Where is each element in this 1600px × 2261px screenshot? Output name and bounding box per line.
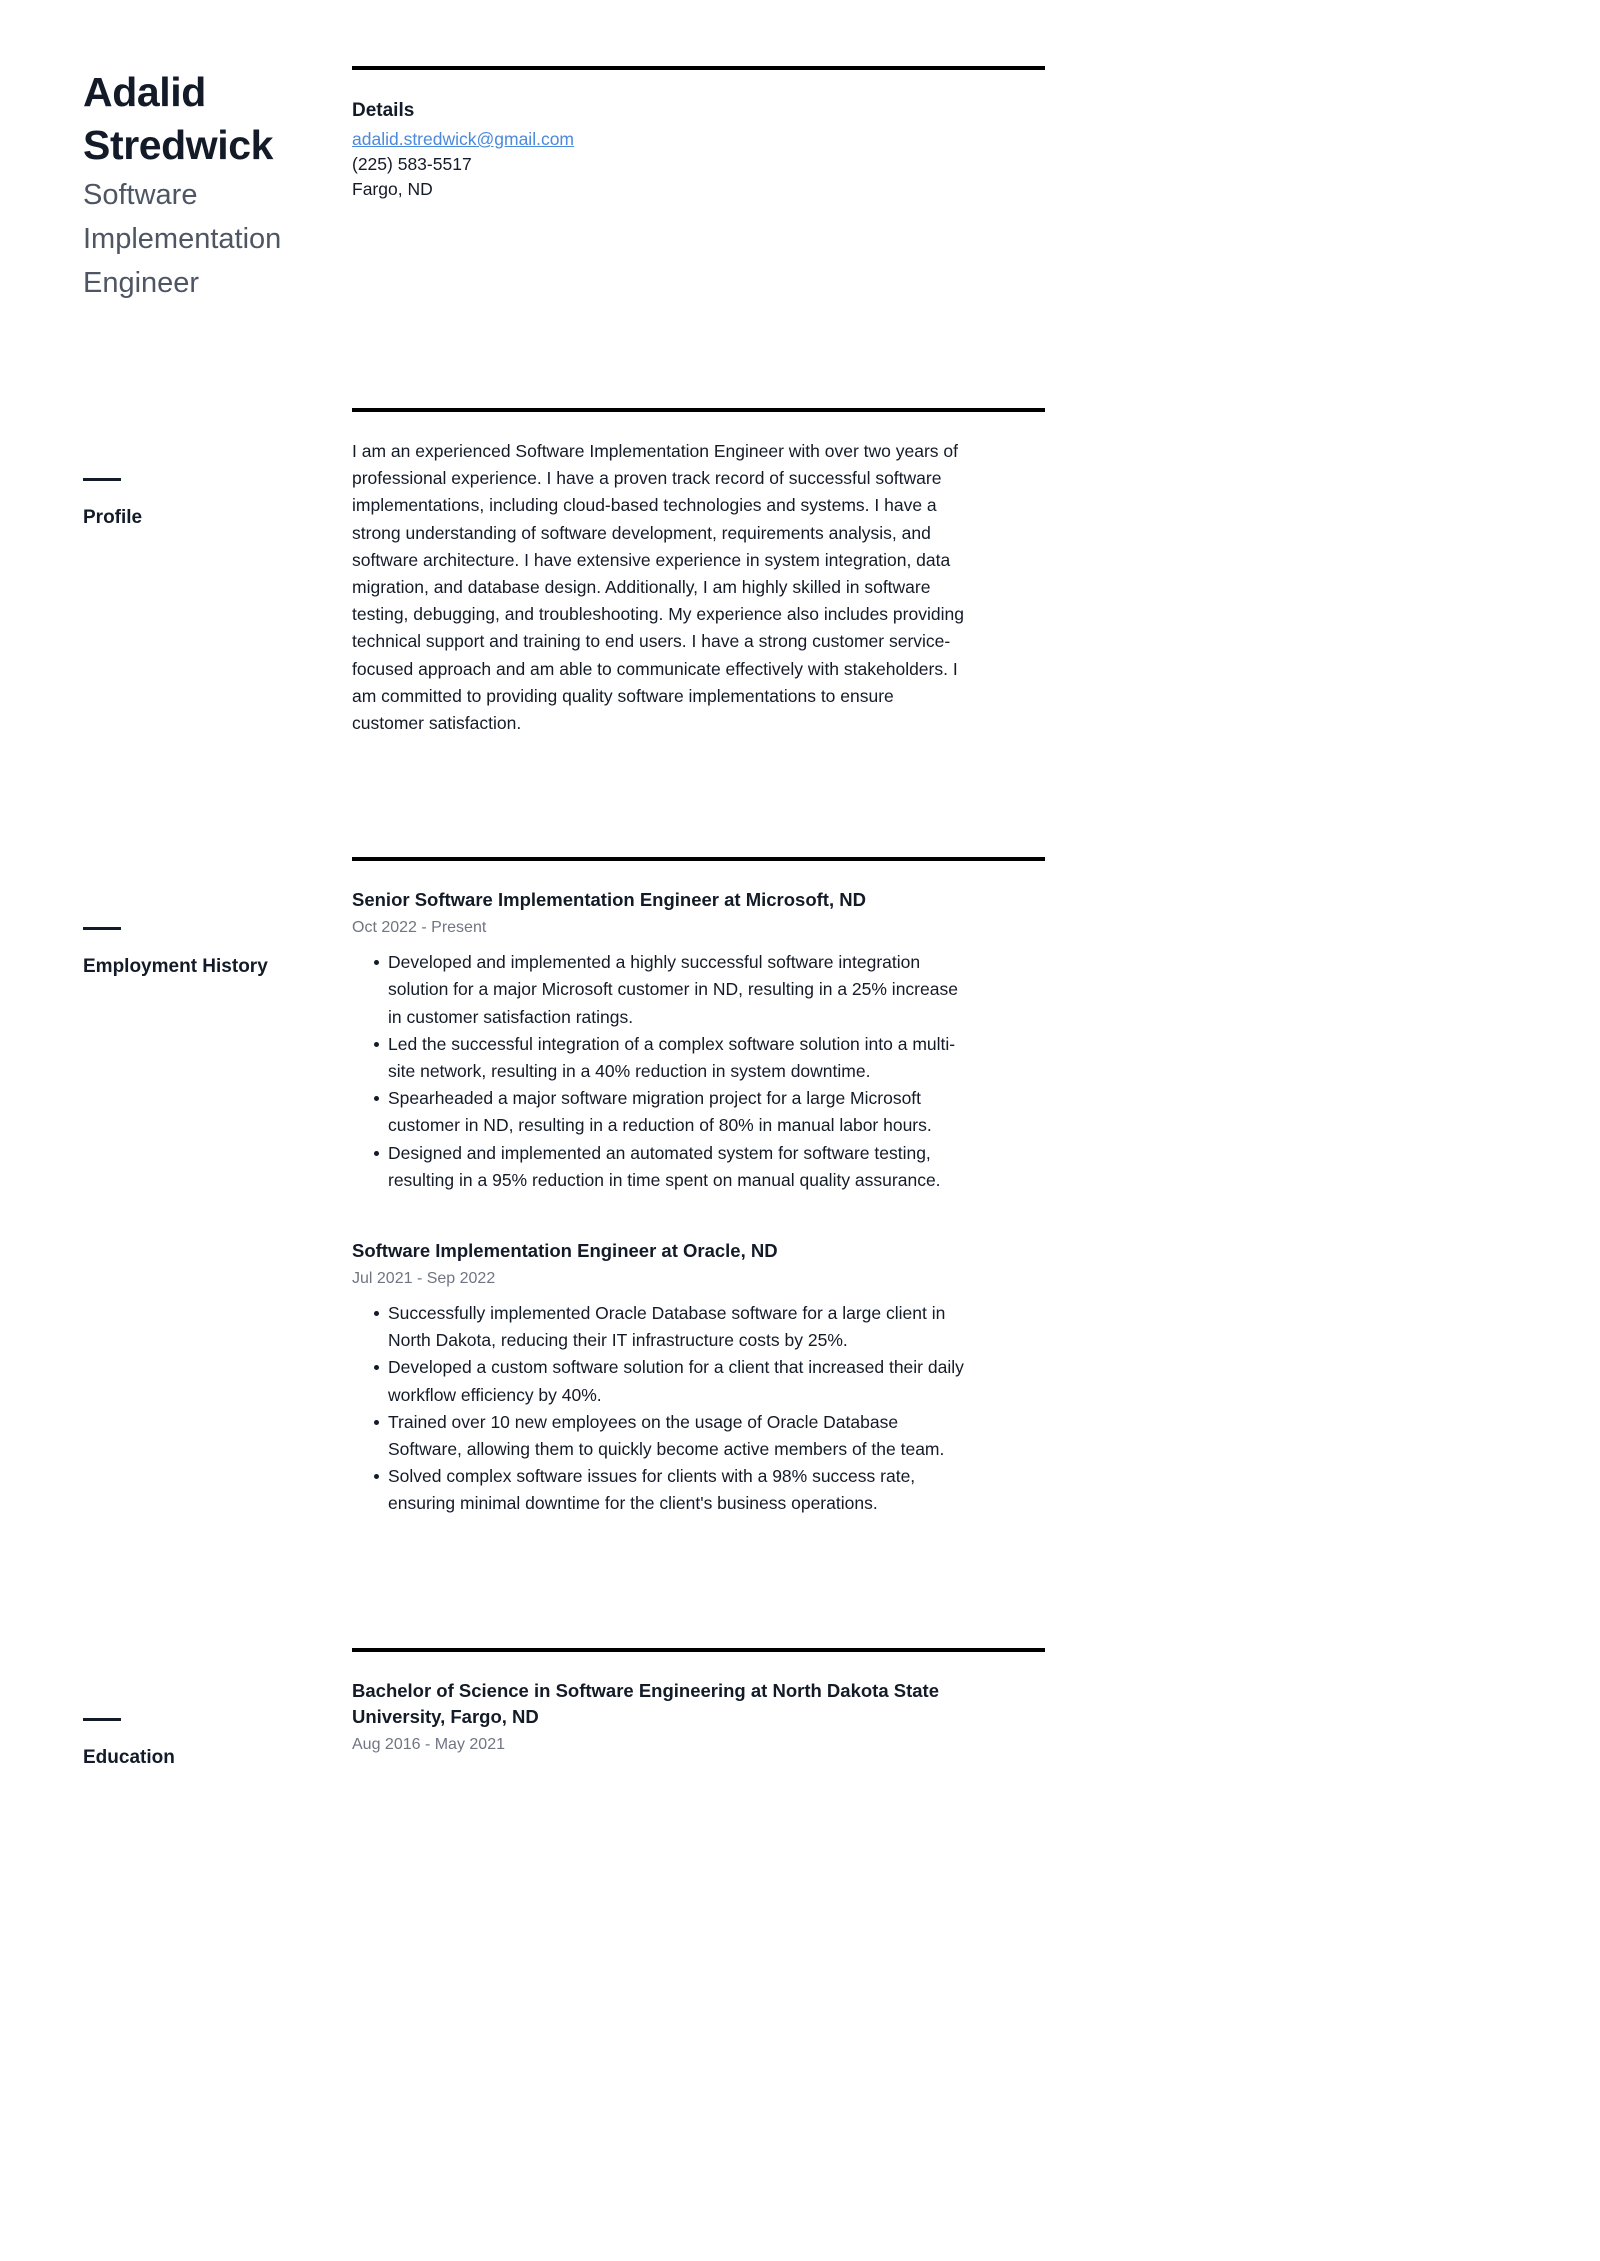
job-title-line-3: Engineer (83, 267, 200, 299)
education-section (0, 1648, 1120, 1771)
employment-entry (352, 1238, 1045, 1518)
employment-entry-bullets (352, 949, 964, 1194)
employment-label-wrap (0, 857, 352, 980)
education-label-wrap (0, 1648, 352, 1771)
header-section (0, 0, 1120, 304)
list-item: Successfully implemented Oracle Database software for a large client in North Dakota, reducing their IT infrastructure costs by 25%. (352, 1300, 964, 1354)
employment-section (0, 857, 1120, 1517)
location-text: Fargo, ND (352, 179, 433, 199)
job-title-line-1: Software (83, 179, 198, 211)
header-identity (0, 66, 352, 304)
education-dash-icon (83, 1718, 121, 1721)
profile-dash-icon (83, 478, 121, 481)
employment-entry-bullets (352, 1300, 964, 1518)
details-email-row (352, 127, 1045, 152)
education-label: Education (83, 1746, 175, 1768)
email-link[interactable]: adalid.stredwick@gmail.com (352, 129, 575, 149)
employment-entry-title: Software Implementation Engineer at Oracle, ND (352, 1240, 778, 1262)
education-entry (352, 1678, 1045, 1757)
list-item: Designed and implemented an automated system for software testing, resulting in a 95% reduction in time spent on manual quality assurance. (352, 1140, 964, 1194)
last-name: Stredwick (83, 122, 274, 168)
list-item: Solved complex software issues for clients with a 98% success rate, ensuring minimal downtime for the client's business operations. (352, 1463, 964, 1517)
details-section (352, 66, 1120, 202)
list-item: Developed and implemented a highly successful software integration solution for a major Microsoft customer in ND, resulting in a 25% increase in customer satisfaction ratings. (352, 949, 964, 1031)
first-name: Adalid (83, 69, 206, 115)
employment-entry-title: Senior Software Implementation Engineer at Microsoft, ND (352, 889, 866, 911)
employment-entry-date: Oct 2022 - Present (352, 919, 487, 937)
list-item: Developed a custom software solution for a client that increased their daily workflow efficiency by 40%. (352, 1354, 964, 1408)
details-heading: Details (352, 100, 415, 121)
list-item: Led the successful integration of a complex software solution into a multi-site network, resulting in a 40% reduction in system downtime. (352, 1031, 964, 1085)
education-entry-date: Aug 2016 - May 2021 (352, 1735, 505, 1753)
education-body (352, 1648, 1120, 1757)
phone-text: (225) 583-5517 (352, 154, 472, 174)
employment-entry-date: Jul 2021 - Sep 2022 (352, 1270, 496, 1288)
employment-entry (352, 887, 1045, 1194)
profile-label-wrap (0, 408, 352, 531)
profile-paragraph: I am an experienced Software Implementation Engineer with over two years of professional experience. I have a proven track record of successful software implementations, including cloud-based technologies and systems. I have a strong understanding of software development, requirements analysis, and software architecture. I have extensive experience in system integration, data migration, and database design. Additionally, I am highly skilled in software testing, debugging, and troubleshooting. My experience also includes providing technical support and training to end users. I have a strong customer service-focused approach and am able to communicate effectively with stakeholders. I am committed to providing quality software implementations to ensure customer satisfaction. (352, 441, 964, 734)
education-entry-title: Bachelor of Science in Software Engineering at North Dakota State University, Fargo, ND (352, 1679, 939, 1727)
employment-body (352, 857, 1120, 1517)
job-title-line-2: Implementation (83, 223, 282, 255)
employment-label: Employment History (83, 956, 268, 978)
list-item: Spearheaded a major software migration project for a large Microsoft customer in ND, resulting in a reduction of 80% in manual labor hours. (352, 1085, 964, 1139)
list-item: Trained over 10 new employees on the usage of Oracle Database Software, allowing them to quickly become active members of the team. (352, 1409, 964, 1463)
profile-body (352, 408, 1120, 737)
profile-label: Profile (83, 507, 143, 528)
profile-section (0, 408, 1120, 737)
employment-dash-icon (83, 927, 121, 930)
